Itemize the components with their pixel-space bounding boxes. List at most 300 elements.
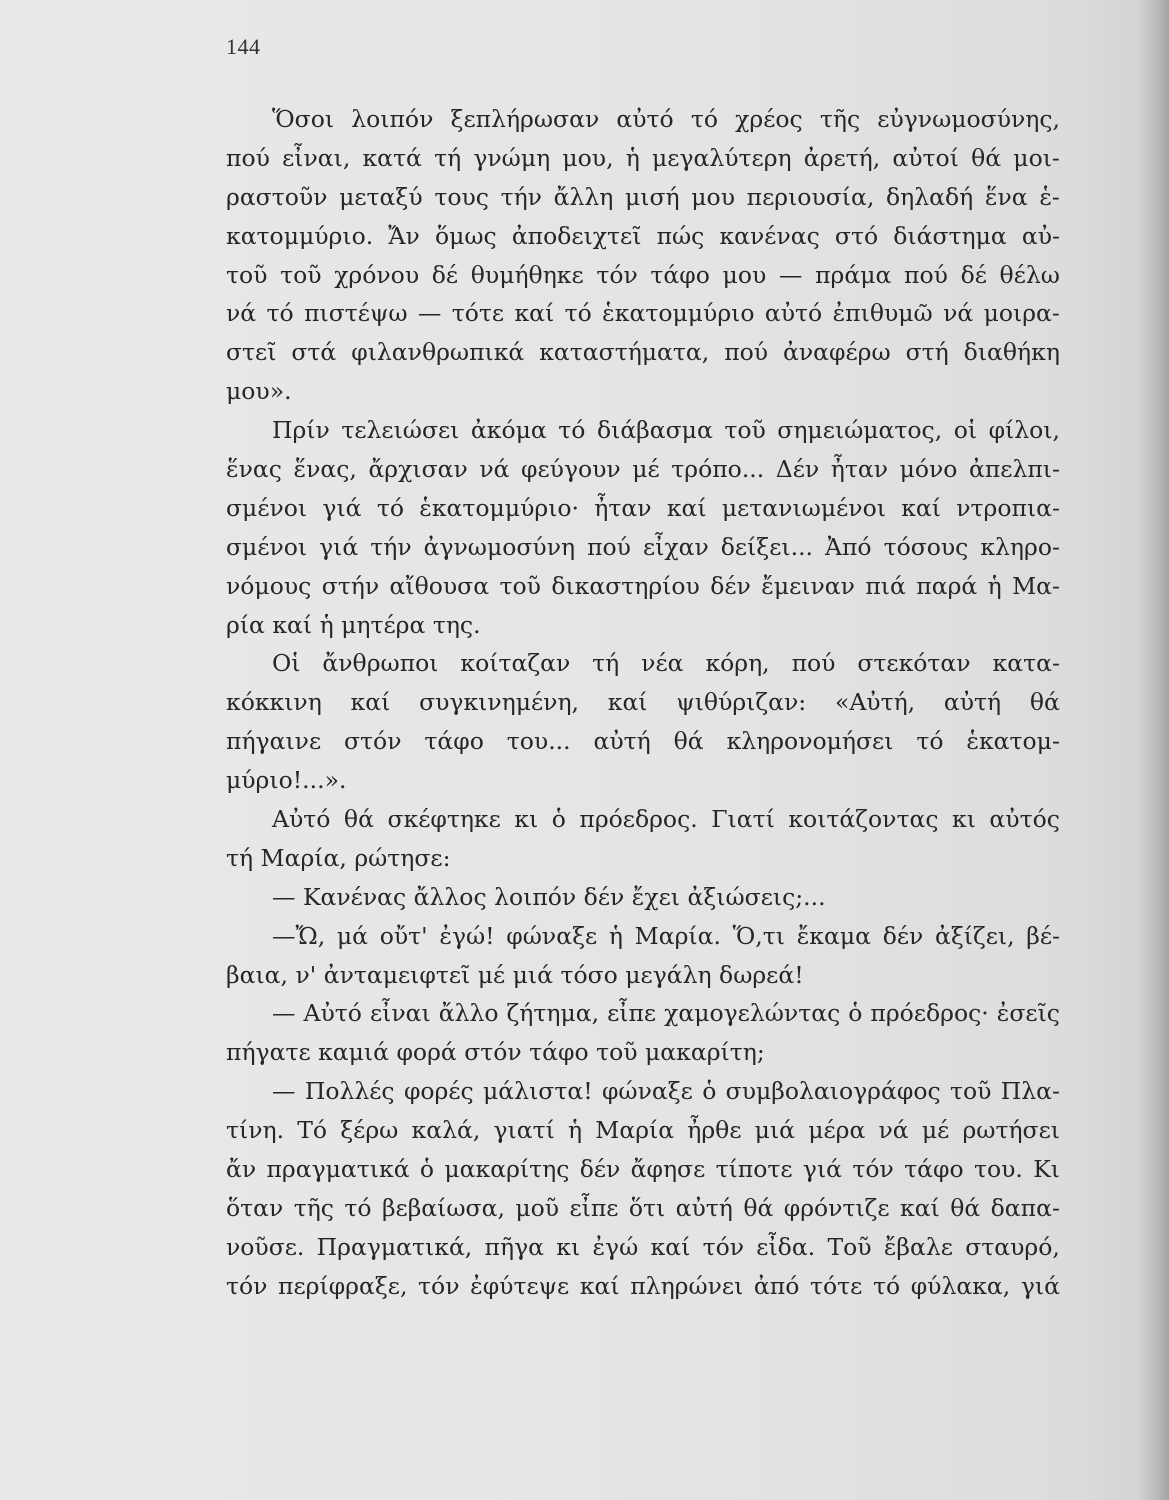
text-line-content: [272, 994, 1060, 1033]
word: διάβασμα: [596, 416, 713, 445]
text-line: [226, 1267, 1060, 1306]
word: ἦταν: [830, 455, 889, 484]
word: ντροπια-: [956, 493, 1060, 522]
word: νόμους: [226, 571, 312, 600]
word: ἀπελπι-: [968, 455, 1060, 484]
word: γιά: [319, 532, 359, 561]
word: εὐγνωμοσύνης,: [877, 105, 1060, 133]
word: Ὅ,τι: [732, 921, 785, 950]
word: θά: [971, 143, 1002, 172]
word: καί: [666, 493, 707, 522]
word: κατά: [362, 143, 422, 172]
text-line: [226, 333, 1060, 372]
page-number: 144: [226, 34, 261, 59]
word: νέα: [641, 649, 684, 678]
word: Πλα-: [1000, 1077, 1060, 1106]
word: ὁ: [419, 1155, 435, 1184]
word: τότε: [810, 1271, 863, 1300]
word: κι: [556, 1232, 581, 1261]
word: τελειώσει: [341, 416, 460, 445]
word: του.: [973, 1155, 1023, 1184]
word: Ὅσοι: [272, 105, 335, 133]
word: καί: [579, 1271, 620, 1300]
text-line-content: μου».: [226, 377, 292, 406]
word: αὐτός: [989, 805, 1060, 834]
word: Τό: [297, 1116, 328, 1145]
text-line-content: [226, 722, 1060, 761]
word: ὅμως: [434, 221, 497, 250]
word: φρόντιζε: [783, 1193, 890, 1222]
word: ψιθύριζαν:: [676, 688, 807, 717]
word: Αὐτό: [303, 999, 362, 1028]
word: Οἱ: [272, 649, 301, 678]
word: ἐπιθυμῶ: [832, 299, 933, 328]
word: πώς: [656, 221, 705, 250]
word: θά: [950, 1193, 981, 1222]
word: αὐτοί: [892, 143, 959, 172]
word: τῆς: [819, 105, 861, 133]
word: Ἀπό: [825, 532, 872, 561]
word: μεταξύ: [339, 182, 423, 211]
word: τοῦ: [226, 260, 268, 289]
word: ἄρχισαν: [368, 455, 468, 484]
text-line-content: [226, 1228, 1060, 1267]
word: πρόεδρος·: [870, 999, 989, 1028]
word: βεβαίωσα,: [381, 1193, 505, 1222]
word: βέ-: [1026, 921, 1060, 950]
word: αὐτή: [943, 688, 1002, 717]
text-line: [226, 294, 1060, 333]
word: πράμα: [815, 260, 892, 289]
word: ἡ: [568, 1116, 583, 1145]
text-line: [226, 1228, 1060, 1267]
word: τό: [690, 105, 719, 133]
text-line-content: — Κανένας ἄλλος λοιπόν δέν ἔχει ἀξιώσεις;...: [272, 882, 826, 911]
text-line-content: τή Μαρία, ρώτησε:: [226, 843, 451, 872]
word: τρόπο...: [671, 455, 765, 484]
word: τόν: [226, 1271, 268, 1300]
word: Τοῦ: [827, 1232, 872, 1261]
word: στή: [905, 338, 949, 367]
text-line: [226, 1033, 1060, 1072]
word: φορές: [403, 1077, 474, 1106]
word: ἀρετή,: [803, 143, 881, 172]
word: Μα-: [1012, 571, 1060, 600]
word: ὁ: [702, 1077, 717, 1106]
word: ἕνα: [984, 182, 1028, 211]
text-line: [226, 956, 1060, 995]
word: πιστέψω: [304, 299, 408, 328]
word: μισή: [625, 182, 680, 211]
word: κληρονομήσει: [726, 727, 894, 756]
word: δέν: [579, 1155, 621, 1184]
text-line: [226, 100, 1060, 139]
text-line: [226, 256, 1060, 295]
word: τή: [434, 143, 462, 172]
word: στεῖ: [226, 338, 277, 367]
word: ἄνθρωποι: [322, 649, 439, 678]
text-line-content: [226, 489, 1060, 528]
word: κοίταζαν: [460, 649, 571, 678]
word: θά: [343, 805, 374, 834]
text-line: [226, 800, 1060, 839]
word: φεύγουν: [521, 455, 621, 484]
word: τήν: [500, 182, 542, 211]
word: τόσους: [883, 532, 969, 561]
word: τῆς: [293, 1193, 334, 1222]
text-line: [226, 489, 1060, 528]
word: πληρώνει: [630, 1271, 744, 1300]
word: γνώμη: [473, 143, 551, 172]
word: τοῦ: [724, 416, 766, 445]
page-binding-shadow: [1137, 0, 1169, 1500]
word: τίνη.: [226, 1116, 285, 1145]
word: σμένοι: [226, 493, 308, 522]
text-line: [226, 372, 1060, 411]
word: πού: [791, 649, 836, 678]
word: τόν: [596, 260, 638, 289]
text-line-content: [226, 1189, 1060, 1228]
word: ἀξίζει,: [934, 921, 1015, 950]
text-line-content: [272, 644, 1060, 683]
word: θά: [1029, 688, 1060, 717]
word: ἀκόμα: [470, 416, 547, 445]
text-line: [226, 450, 1060, 489]
word: διάστημα: [893, 221, 1007, 250]
word: φώναξε: [506, 921, 598, 950]
word: —: [417, 299, 442, 328]
text-line-content: [272, 1072, 1060, 1111]
text-line-content: [226, 1111, 1060, 1150]
word: φίλοι,: [988, 416, 1060, 445]
body-text: [226, 100, 1060, 1306]
word: αὐτό: [764, 299, 823, 328]
word: ἕνας,: [293, 455, 357, 484]
word: περίφραξε,: [278, 1271, 408, 1300]
word: πού: [587, 532, 631, 561]
text-line: [226, 722, 1060, 761]
word: περιουσία,: [746, 182, 875, 211]
word: δέν: [710, 571, 751, 600]
word: του...: [506, 727, 571, 756]
text-line-content: πήγατε καμιά φορά στόν τάφο τοῦ μακαρίτη;: [226, 1038, 765, 1067]
word: κι: [952, 805, 976, 834]
word: κληρο-: [980, 532, 1060, 561]
text-line: [226, 606, 1060, 645]
text-line: [226, 1150, 1060, 1189]
text-line: [226, 1111, 1060, 1150]
word: καί: [350, 688, 391, 717]
text-line-content: [226, 683, 1060, 722]
word: αὐτή: [593, 727, 651, 756]
text-line-content: [272, 800, 1060, 839]
word: καί: [900, 1193, 940, 1222]
word: ἀναφέρω: [783, 338, 891, 367]
word: ἑκατομμύριο·: [419, 493, 580, 522]
word: δηλαδή: [886, 182, 974, 211]
text-line: [226, 839, 1060, 878]
word: ρωτήσει: [962, 1116, 1060, 1145]
word: μέ: [921, 1116, 950, 1145]
word: ἐφύτεψε: [470, 1271, 570, 1300]
word: σμένοι: [226, 532, 308, 561]
word: φύλακα,: [910, 1271, 1011, 1300]
word: κόκκινη: [226, 688, 322, 717]
text-line-content: [226, 294, 1060, 333]
text-line: [226, 878, 1060, 917]
word: ἔβαλε: [883, 1232, 953, 1261]
word: στεκόταν: [857, 649, 971, 678]
word: ἦταν: [594, 493, 652, 522]
word: ἑ-: [1039, 182, 1060, 211]
word: μοι-: [1013, 143, 1060, 172]
word: Ἄν: [388, 221, 420, 250]
word: οὔτ': [379, 921, 428, 950]
word: ὅταν: [226, 1193, 284, 1222]
word: καί: [514, 299, 555, 328]
word: ἕνας: [226, 455, 282, 484]
word: παρά: [916, 571, 978, 600]
word: κοιτάζοντας: [788, 805, 939, 834]
word: μέ: [632, 455, 660, 484]
word: συμβολαιογράφος: [725, 1077, 941, 1106]
word: γιά: [322, 493, 362, 522]
word: Πολλές: [304, 1077, 395, 1106]
word: —: [272, 999, 296, 1028]
word: ἡ: [987, 571, 1002, 600]
text-line-content: [272, 100, 1060, 139]
word: τίποτε: [715, 1155, 793, 1184]
text-line: [226, 761, 1060, 800]
word: πῆγα: [484, 1232, 544, 1261]
word: ἄλλη: [553, 182, 614, 211]
word: ἀποδειχτεῖ: [511, 221, 642, 250]
word: ξεπλήρωσαν: [450, 105, 600, 133]
text-line-content: [226, 1150, 1060, 1189]
word: φώναξε: [601, 1077, 693, 1106]
word: δικαστηρίου: [551, 571, 700, 600]
word: ἑκατομμύριο: [602, 299, 755, 328]
word: συγκινημένη,: [419, 688, 579, 717]
word: οἱ: [953, 416, 978, 445]
word: καί: [607, 688, 648, 717]
word: κανένας: [719, 221, 820, 250]
word: ἦρθε: [687, 1116, 742, 1145]
word: δέ: [960, 260, 987, 289]
word: σημειώματος,: [777, 416, 943, 445]
word: γιά: [1020, 1271, 1060, 1300]
word: νά: [943, 299, 974, 328]
word: ἀπό: [753, 1271, 800, 1300]
text-line: [226, 994, 1060, 1033]
word: κόρη,: [705, 649, 770, 678]
word: Πραγματικά,: [316, 1232, 473, 1261]
word: αἴθουσα: [389, 571, 490, 600]
word: εἶχαν: [642, 532, 709, 561]
word: Κι: [1033, 1155, 1060, 1184]
word: ἔμειναν: [761, 571, 855, 600]
word: «Αὐτή,: [834, 688, 916, 717]
word: στόν: [344, 727, 402, 756]
word: τό: [558, 416, 586, 445]
word: πιά: [865, 571, 906, 600]
word: Γιατί: [711, 805, 775, 834]
word: τό: [916, 727, 944, 756]
word: κατομμύριο.: [226, 221, 374, 250]
word: μακαρίτης: [444, 1155, 570, 1184]
word: διαθήκη: [963, 338, 1060, 367]
word: τοῦ: [949, 1077, 992, 1106]
word: ὅτι: [628, 1193, 666, 1222]
text-line-content: [226, 256, 1060, 295]
word: τοῦ: [280, 260, 322, 289]
word: θά: [743, 1193, 774, 1222]
word: γιατί: [493, 1116, 555, 1145]
word: νά: [878, 1116, 909, 1145]
word: τό: [266, 299, 294, 328]
text-line-content: [226, 333, 1060, 372]
word: μοῦ: [515, 1193, 560, 1222]
word: ἔκαμα: [796, 921, 871, 950]
text-line: [226, 917, 1060, 956]
word: πραγματικά: [266, 1155, 410, 1184]
text-line-content: [226, 217, 1060, 256]
word: θέλω: [999, 260, 1060, 289]
word: ἄφησε: [630, 1155, 706, 1184]
word: θά: [673, 727, 704, 756]
word: —: [272, 1077, 296, 1106]
text-line-content: μύριο!...».: [226, 766, 347, 795]
word: μόνο: [899, 455, 958, 484]
word: νά: [226, 299, 257, 328]
word: τό: [872, 1271, 901, 1300]
word: πήγαινε: [226, 727, 322, 756]
text-line-content: βαια, ν' ἀνταμειφτεῖ μέ μιά τόσο μεγάλη δωρεά!: [226, 960, 804, 989]
word: σκέφτηκε: [387, 805, 501, 834]
word: —: [778, 260, 803, 289]
word: δείξει...: [720, 532, 814, 561]
word: πού: [226, 143, 270, 172]
text-line: [226, 567, 1060, 606]
word: καί: [650, 1232, 691, 1261]
word: μου,: [562, 143, 614, 172]
word: εἶπε: [607, 999, 657, 1028]
word: ραστοῦν: [226, 182, 328, 211]
word: ἀγνωμοσύνη: [423, 532, 576, 561]
word: ξέρω: [340, 1116, 399, 1145]
word: καταστήματα,: [539, 338, 710, 367]
word: ἄν: [226, 1155, 257, 1184]
text-line-content: [226, 139, 1060, 178]
word: στά: [291, 338, 337, 367]
text-line-content: [272, 411, 1060, 450]
word: εἶναι: [369, 999, 431, 1028]
word: μεγαλύτερη: [652, 143, 792, 172]
word: τόν: [852, 1155, 894, 1184]
word: Μαρία.: [634, 921, 721, 950]
text-line-content: [226, 528, 1060, 567]
word: τάφο: [424, 727, 484, 756]
word: στό: [834, 221, 879, 250]
word: χαμογελώντας: [664, 999, 841, 1028]
word: αὐτή: [675, 1193, 733, 1222]
word: μου: [691, 182, 735, 211]
word: δέ: [431, 260, 459, 289]
word: πού: [904, 260, 948, 289]
text-line: [226, 139, 1060, 178]
text-line-content: [226, 178, 1060, 217]
word: μοιρα-: [983, 299, 1060, 328]
text-line: [226, 683, 1060, 722]
word: τους: [434, 182, 489, 211]
text-line: [226, 217, 1060, 256]
word: τοῦ: [499, 571, 541, 600]
word: αὐτό: [616, 105, 674, 133]
text-line: [226, 1072, 1060, 1111]
word: φιλανθρωπικά: [351, 338, 525, 367]
text-line-content: ρία καί ἡ μητέρα της.: [226, 610, 481, 639]
text-line-content: [272, 917, 1060, 956]
word: τό: [376, 493, 404, 522]
text-line-content: [226, 567, 1060, 606]
word: ἐσεῖς: [996, 999, 1060, 1028]
text-line: [226, 644, 1060, 683]
word: ἑκατομ-: [966, 727, 1060, 756]
word: μάλιστα!: [483, 1077, 593, 1106]
word: χρέος: [735, 105, 803, 133]
word: θυμήθηκε: [470, 260, 584, 289]
word: εἶδα.: [756, 1232, 816, 1261]
text-line: [226, 1189, 1060, 1228]
text-line: [226, 528, 1060, 567]
word: μου: [722, 260, 767, 289]
word: τό: [564, 299, 592, 328]
word: καλά,: [411, 1116, 481, 1145]
text-line-content: [226, 1267, 1060, 1306]
word: ὁ: [848, 999, 863, 1028]
word: κι: [514, 805, 539, 834]
word: τόν: [702, 1232, 745, 1261]
word: Πρίν: [272, 416, 330, 445]
word: τάφο: [904, 1155, 964, 1184]
word: πρόεδρος.: [579, 805, 698, 834]
word: αὐ-: [1021, 221, 1060, 250]
text-line: [226, 411, 1060, 450]
word: μά: [336, 921, 369, 950]
text-line: [226, 178, 1060, 217]
word: Αὐτό: [272, 805, 331, 834]
word: δαπα-: [990, 1193, 1060, 1222]
word: τάφο: [650, 260, 710, 289]
word: —Ὤ,: [272, 921, 326, 950]
word: λοιπόν: [351, 105, 434, 133]
word: καί: [901, 493, 941, 522]
word: χρόνου: [334, 260, 420, 289]
word: γιά: [802, 1155, 843, 1184]
word: δέν: [882, 921, 924, 950]
text-line-content: [226, 450, 1060, 489]
word: ἄλλο: [438, 999, 499, 1028]
word: Μαρία: [595, 1116, 675, 1145]
word: εἶναι,: [282, 143, 351, 172]
word: ζήτημα,: [506, 999, 600, 1028]
word: σταυρό,: [965, 1232, 1060, 1261]
word: ἡ: [625, 143, 640, 172]
word: μέρα: [808, 1116, 866, 1145]
word: τόν: [418, 1271, 460, 1300]
word: στήν: [321, 571, 380, 600]
word: μετανιωμένοι: [721, 493, 886, 522]
